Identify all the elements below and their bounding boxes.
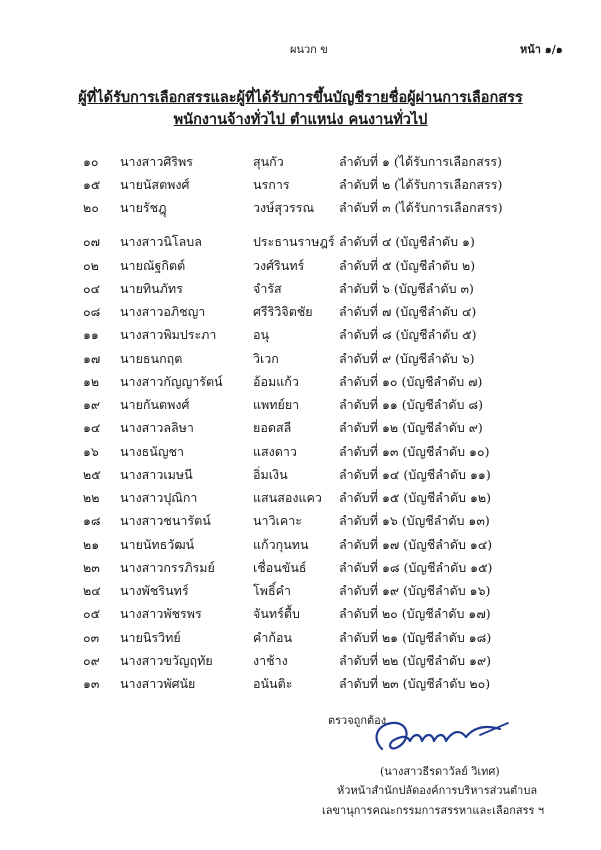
seat-number: ๒๒ bbox=[83, 490, 100, 505]
first-name: นางธนัญชา bbox=[120, 444, 184, 459]
first-name: นางสาวขวัญฤทัย bbox=[120, 653, 213, 668]
certified-label: ตรวจถูกต้อง bbox=[328, 714, 387, 727]
first-name: นางสาวพัศนัย bbox=[120, 676, 196, 691]
rank-status: ลำดับที่ ๒๓ (บัญชีลำดับ ๒๐) bbox=[339, 676, 491, 691]
rank-status: ลำดับที่ ๗ (บัญชีลำดับ ๔) bbox=[339, 304, 477, 319]
last-name: วิเวก bbox=[253, 351, 279, 366]
document-subtitle: พนักงานจ้างทั่วไป ตำแหน่ง คนงานทั่วไป bbox=[173, 111, 428, 128]
rank-status: ลำดับที่ ๑๓ (บัญชีลำดับ ๑๐) bbox=[339, 444, 490, 459]
rank-status: ลำดับที่ ๑๔ (บัญชีลำดับ ๑๑) bbox=[339, 467, 491, 482]
list-item bbox=[0, 604, 601, 626]
first-name: นายนิรวิทย์ bbox=[120, 630, 181, 645]
first-name: นางสาวกรรภิรมย์ bbox=[120, 560, 215, 575]
seat-number: ๐๒ bbox=[83, 258, 99, 273]
list-item bbox=[0, 558, 601, 580]
last-name: ศรีริวิจิตชัย bbox=[253, 304, 313, 319]
first-name: นายณัฐกิตต์ bbox=[120, 258, 186, 273]
first-name: นายทินภัทร bbox=[120, 281, 183, 296]
seat-number: ๒๓ bbox=[83, 560, 100, 575]
rank-status: ลำดับที่ ๒๑ (บัญชีลำดับ ๑๘) bbox=[339, 630, 492, 645]
first-name: นางสาวพิมประภา bbox=[120, 327, 217, 342]
first-name: นายธนกฤต bbox=[120, 351, 183, 366]
list-item bbox=[0, 349, 601, 371]
rank-status: ลำดับที่ ๖ (บัญชีลำดับ ๓) bbox=[339, 281, 474, 296]
first-name: นายรัชฎุ bbox=[120, 200, 167, 215]
last-name: นรการ bbox=[253, 177, 290, 192]
seat-number: ๒๑ bbox=[83, 537, 100, 552]
rank-status: ลำดับที่ ๑๗ (บัญชีลำดับ ๑๔) bbox=[339, 537, 493, 552]
page-number: หน้า ๑/๑ bbox=[520, 43, 563, 56]
rank-status: ลำดับที่ ๙ (บัญชีลำดับ ๖) bbox=[339, 351, 475, 366]
first-name: นางสาวชนารัตน์ bbox=[120, 513, 211, 528]
rank-status: ลำดับที่ ๑๖ (บัญชีลำดับ ๑๓) bbox=[339, 513, 490, 528]
seat-number: ๒๔ bbox=[83, 583, 101, 598]
first-name: นางสาวกัญญารัตน์ bbox=[120, 374, 223, 389]
seat-number: ๑๒ bbox=[83, 374, 100, 389]
last-name: สุนกัว bbox=[253, 154, 284, 169]
list-item bbox=[0, 511, 601, 533]
list-item bbox=[0, 232, 601, 254]
rank-status: ลำดับที่ ๑๑ (บัญชีลำดับ ๘) bbox=[339, 397, 483, 412]
rank-status: ลำดับที่ ๑๙ (บัญชีลำดับ ๑๖) bbox=[339, 583, 491, 598]
last-name: แสงดาว bbox=[253, 444, 297, 459]
rank-status: ลำดับที่ ๓ (ได้รับการเลือกสรร) bbox=[339, 200, 503, 215]
seat-number: ๑๕ bbox=[83, 177, 101, 192]
last-name: อนันติะ bbox=[253, 676, 293, 691]
seat-number: ๑๑ bbox=[83, 327, 99, 342]
seat-number: ๑๓ bbox=[83, 676, 100, 691]
list-item bbox=[0, 674, 601, 696]
last-name: วงษ์สุวรรณ bbox=[253, 200, 315, 215]
seat-number: ๒๕ bbox=[83, 467, 101, 482]
rank-status: ลำดับที่ ๔ (บัญชีลำดับ ๑) bbox=[339, 234, 475, 249]
last-name: งาช้าง bbox=[253, 653, 288, 668]
first-name: นางพัชรินทร์ bbox=[120, 583, 189, 598]
last-name: คำก้อน bbox=[253, 630, 293, 645]
seat-number: ๐๓ bbox=[83, 630, 100, 645]
list-item bbox=[0, 302, 601, 324]
signer-position-2: เลขานุการคณะกรรมการสรรหาและเลือกสรร ฯ bbox=[322, 804, 545, 817]
last-name: จันทร์ตื้บ bbox=[253, 606, 300, 621]
last-name: ยอดสลี bbox=[253, 420, 292, 435]
signer-name: (นางสาวธีรดาวัลย์ วิเทศ) bbox=[380, 765, 500, 778]
first-name: นางสาวนิโลบล bbox=[120, 234, 202, 249]
last-name: อ้อมแก้ว bbox=[253, 374, 299, 389]
last-name: โพธิ์คำ bbox=[253, 583, 291, 598]
list-item bbox=[0, 442, 601, 464]
list-item bbox=[0, 175, 601, 197]
signer-position-1: หัวหน้าสำนักปลัดองค์การบริหารส่วนตำบล bbox=[337, 784, 538, 797]
first-name: นายนัสตพงศ์ bbox=[120, 177, 190, 192]
first-name: นางสาวศิริพร bbox=[120, 154, 193, 169]
last-name: ประธานราษฎร์ bbox=[253, 234, 335, 249]
seat-number: ๑๙ bbox=[83, 397, 101, 412]
list-item bbox=[0, 256, 601, 278]
first-name: นางสาวเมษนี bbox=[120, 467, 193, 482]
last-name: วงศ์รินทร์ bbox=[253, 258, 305, 273]
seat-number: ๑๔ bbox=[83, 420, 101, 435]
last-name: อนุ bbox=[253, 327, 270, 342]
rank-status: ลำดับที่ ๑๕ (บัญชีลำดับ ๑๒) bbox=[339, 490, 492, 505]
list-item bbox=[0, 465, 601, 487]
last-name: จำรัส bbox=[253, 281, 282, 296]
rank-status: ลำดับที่ ๑๐ (บัญชีลำดับ ๗) bbox=[339, 374, 483, 389]
last-name: เชื่อนขันธ์ bbox=[253, 560, 307, 575]
annex-label: ผนวก ข bbox=[290, 43, 328, 56]
last-name: นาวิเคาะ bbox=[253, 513, 302, 528]
handwritten-signature bbox=[368, 715, 518, 763]
seat-number: ๐๘ bbox=[83, 304, 101, 319]
list-item bbox=[0, 198, 601, 220]
list-item bbox=[0, 651, 601, 673]
seat-number: ๑๗ bbox=[83, 351, 101, 366]
last-name: แพทย์ยา bbox=[253, 397, 300, 412]
rank-status: ลำดับที่ ๒๒ (บัญชีลำดับ ๑๙) bbox=[339, 653, 492, 668]
rank-status: ลำดับที่ ๒๐ (บัญชีลำดับ ๑๗) bbox=[339, 606, 491, 621]
seat-number: ๐๗ bbox=[83, 234, 101, 249]
seat-number: ๒๐ bbox=[83, 200, 99, 215]
last-name: แก้วกุนทน bbox=[253, 537, 309, 552]
first-name: นางสาวพัชรพร bbox=[120, 606, 202, 621]
list-item bbox=[0, 581, 601, 603]
rank-status: ลำดับที่ ๕ (บัญชีลำดับ ๒) bbox=[339, 258, 476, 273]
last-name: อิ่มเงิน bbox=[253, 467, 288, 482]
list-item bbox=[0, 628, 601, 650]
rank-status: ลำดับที่ ๑ (ได้รับการเลือกสรร) bbox=[339, 154, 503, 169]
first-name: นายนัทธวัฒน์ bbox=[120, 537, 195, 552]
document-title: ผู้ที่ได้รับการเลือกสรรและผู้ที่ได้รับการขึ้นบัญชีรายชื่อผู้ผ่านการเลือกสรร bbox=[78, 89, 523, 106]
list-item bbox=[0, 279, 601, 301]
first-name: นางสาวปุณิกา bbox=[120, 490, 198, 505]
list-item bbox=[0, 152, 601, 174]
last-name: แสนสองแคว bbox=[253, 490, 322, 505]
rank-status: ลำดับที่ ๑๘ (บัญชีลำดับ ๑๕) bbox=[339, 560, 493, 575]
list-item bbox=[0, 325, 601, 347]
seat-number: ๑๘ bbox=[83, 513, 101, 528]
rank-status: ลำดับที่ ๑๒ (บัญชีลำดับ ๙) bbox=[339, 420, 483, 435]
list-item bbox=[0, 372, 601, 394]
first-name: นางสาวอภิชญา bbox=[120, 304, 206, 319]
seat-number: ๑๐ bbox=[83, 154, 99, 169]
rank-status: ลำดับที่ ๘ (บัญชีลำดับ ๕) bbox=[339, 327, 477, 342]
seat-number: ๐๔ bbox=[83, 281, 101, 296]
list-item bbox=[0, 535, 601, 557]
list-item bbox=[0, 488, 601, 510]
first-name: นางสาวลลิษา bbox=[120, 420, 194, 435]
rank-status: ลำดับที่ ๒ (ได้รับการเลือกสรร) bbox=[339, 177, 503, 192]
seat-number: ๑๖ bbox=[83, 444, 99, 459]
first-name: นายกันตพงศ์ bbox=[120, 397, 190, 412]
list-item bbox=[0, 395, 601, 417]
seat-number: ๐๕ bbox=[83, 606, 101, 621]
list-item bbox=[0, 418, 601, 440]
seat-number: ๐๙ bbox=[83, 653, 100, 668]
